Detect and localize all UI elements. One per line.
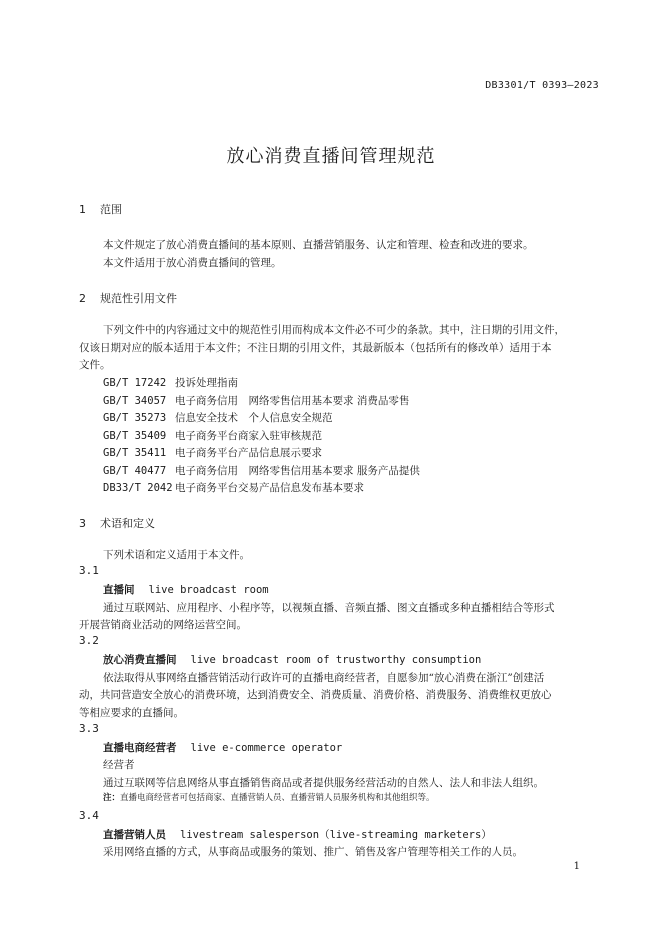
- reference-title: 信息安全技术 个人信息安全规范: [175, 412, 333, 424]
- section-number: 3: [79, 517, 86, 530]
- paragraph: 仅该日期对应的版本适用于本文件；不注日期的引用文件，其最新版本（包括所有的修改单）适用于本: [79, 342, 552, 354]
- section-heading-terms: [79, 515, 155, 531]
- paragraph: 本文件规定了放心消费直播间的基本原则、直播营销服务、认定和管理、检查和改进的要求。: [103, 239, 534, 251]
- reference-title: 电子商务平台产品信息展示要求: [175, 447, 322, 459]
- reference-item: [103, 410, 333, 425]
- term-name-cn: 放心消费直播间: [103, 654, 177, 666]
- term-number: 3.3: [79, 722, 99, 735]
- document-title: 放心消费直播间管理规范: [226, 146, 436, 167]
- term-note: [103, 791, 435, 803]
- standard-number: DB3301/T 0393—2023: [485, 80, 599, 91]
- paragraph: 下列术语和定义适用于本文件。: [103, 549, 250, 561]
- section-title: 范围: [100, 203, 122, 216]
- term-definition: 采用网络直播的方式，从事商品或服务的策划、推广、销售及客户管理等相关工作的人员。: [103, 846, 523, 858]
- term-heading: [103, 740, 342, 755]
- paragraph: 本文件适用于放心消费直播间的管理。: [103, 257, 282, 269]
- term-alternative: 经营者: [103, 759, 135, 771]
- reference-code: GB/T 34057: [103, 395, 167, 407]
- reference-title: 电子商务平台交易产品信息发布基本要求: [175, 482, 364, 494]
- page-number: 1: [573, 861, 580, 872]
- section-heading-scope: [79, 201, 122, 217]
- reference-title: 电子商务信用 网络零售信用基本要求 服务产品提供: [175, 465, 420, 477]
- term-name-cn: 直播电商经营者: [103, 742, 177, 754]
- term-name-en: live broadcast room of trustworthy consumption: [190, 654, 482, 666]
- term-name-cn: 直播营销人员: [103, 829, 166, 841]
- section-heading-references: [79, 290, 177, 306]
- term-definition: 动，共同营造安全放心的消费环境，达到消费安全、消费质量、消费价格、消费服务、消费维权更放心: [79, 689, 552, 701]
- reference-item: [103, 375, 238, 390]
- section-number: 1: [79, 203, 86, 216]
- term-name-cn: 直播间: [103, 584, 135, 596]
- note-text: 直播电商经营者可包括商家、直播营销人员、直播营销人员服务机构和其他组织等。: [120, 793, 435, 803]
- reference-code: GB/T 35409: [103, 430, 167, 442]
- paragraph: 文件。: [79, 359, 111, 371]
- term-definition: 通过互联网等信息网络从事直播销售商品或者提供服务经营活动的自然人、法人和非法人组织。: [103, 777, 544, 789]
- note-label: 注：: [103, 793, 121, 803]
- term-name-en: livestream salesperson（live-streaming marketers）: [180, 829, 492, 841]
- term-number: 3.2: [79, 634, 99, 647]
- reference-item: [103, 445, 322, 460]
- term-definition: 通过互联网站、应用程序、小程序等，以视频直播、音频直播、图文直播或多种直播相结合等形式: [103, 602, 555, 614]
- reference-title: 电子商务平台商家入驻审核规范: [175, 430, 322, 442]
- term-name-en: live broadcast room: [148, 584, 269, 596]
- reference-code: GB/T 35411: [103, 447, 167, 459]
- section-title: 规范性引用文件: [100, 292, 177, 305]
- reference-code: GB/T 35273: [103, 412, 167, 424]
- reference-code: GB/T 40477: [103, 465, 167, 477]
- term-definition: 等相应要求的直播间。: [79, 707, 184, 719]
- term-heading: [103, 652, 481, 667]
- term-number: 3.1: [79, 564, 99, 577]
- reference-code: DB33/T 2042: [103, 482, 173, 494]
- reference-item: [103, 428, 322, 443]
- reference-code: GB/T 17242: [103, 377, 167, 389]
- reference-item: [103, 393, 409, 408]
- term-number: 3.4: [79, 809, 99, 822]
- reference-item: [103, 480, 364, 495]
- reference-title: 投诉处理指南: [175, 377, 238, 389]
- reference-item: [103, 463, 420, 478]
- term-definition: 依法取得从事网络直播营销活动行政许可的直播电商经营者，自愿参加“放心消费在浙江”创建活: [103, 672, 545, 684]
- section-number: 2: [79, 292, 86, 305]
- term-name-en: live e-commerce operator: [190, 742, 343, 754]
- term-heading: [103, 582, 269, 597]
- paragraph: 下列文件中的内容通过文中的规范性引用而构成本文件必不可少的条款。其中，注日期的引用文件，: [103, 324, 565, 336]
- term-heading: [103, 827, 492, 842]
- section-title: 术语和定义: [100, 517, 155, 530]
- term-definition: 开展营销商业活动的网络运营空间。: [79, 619, 247, 631]
- reference-title: 电子商务信用 网络零售信用基本要求 消费品零售: [175, 395, 410, 407]
